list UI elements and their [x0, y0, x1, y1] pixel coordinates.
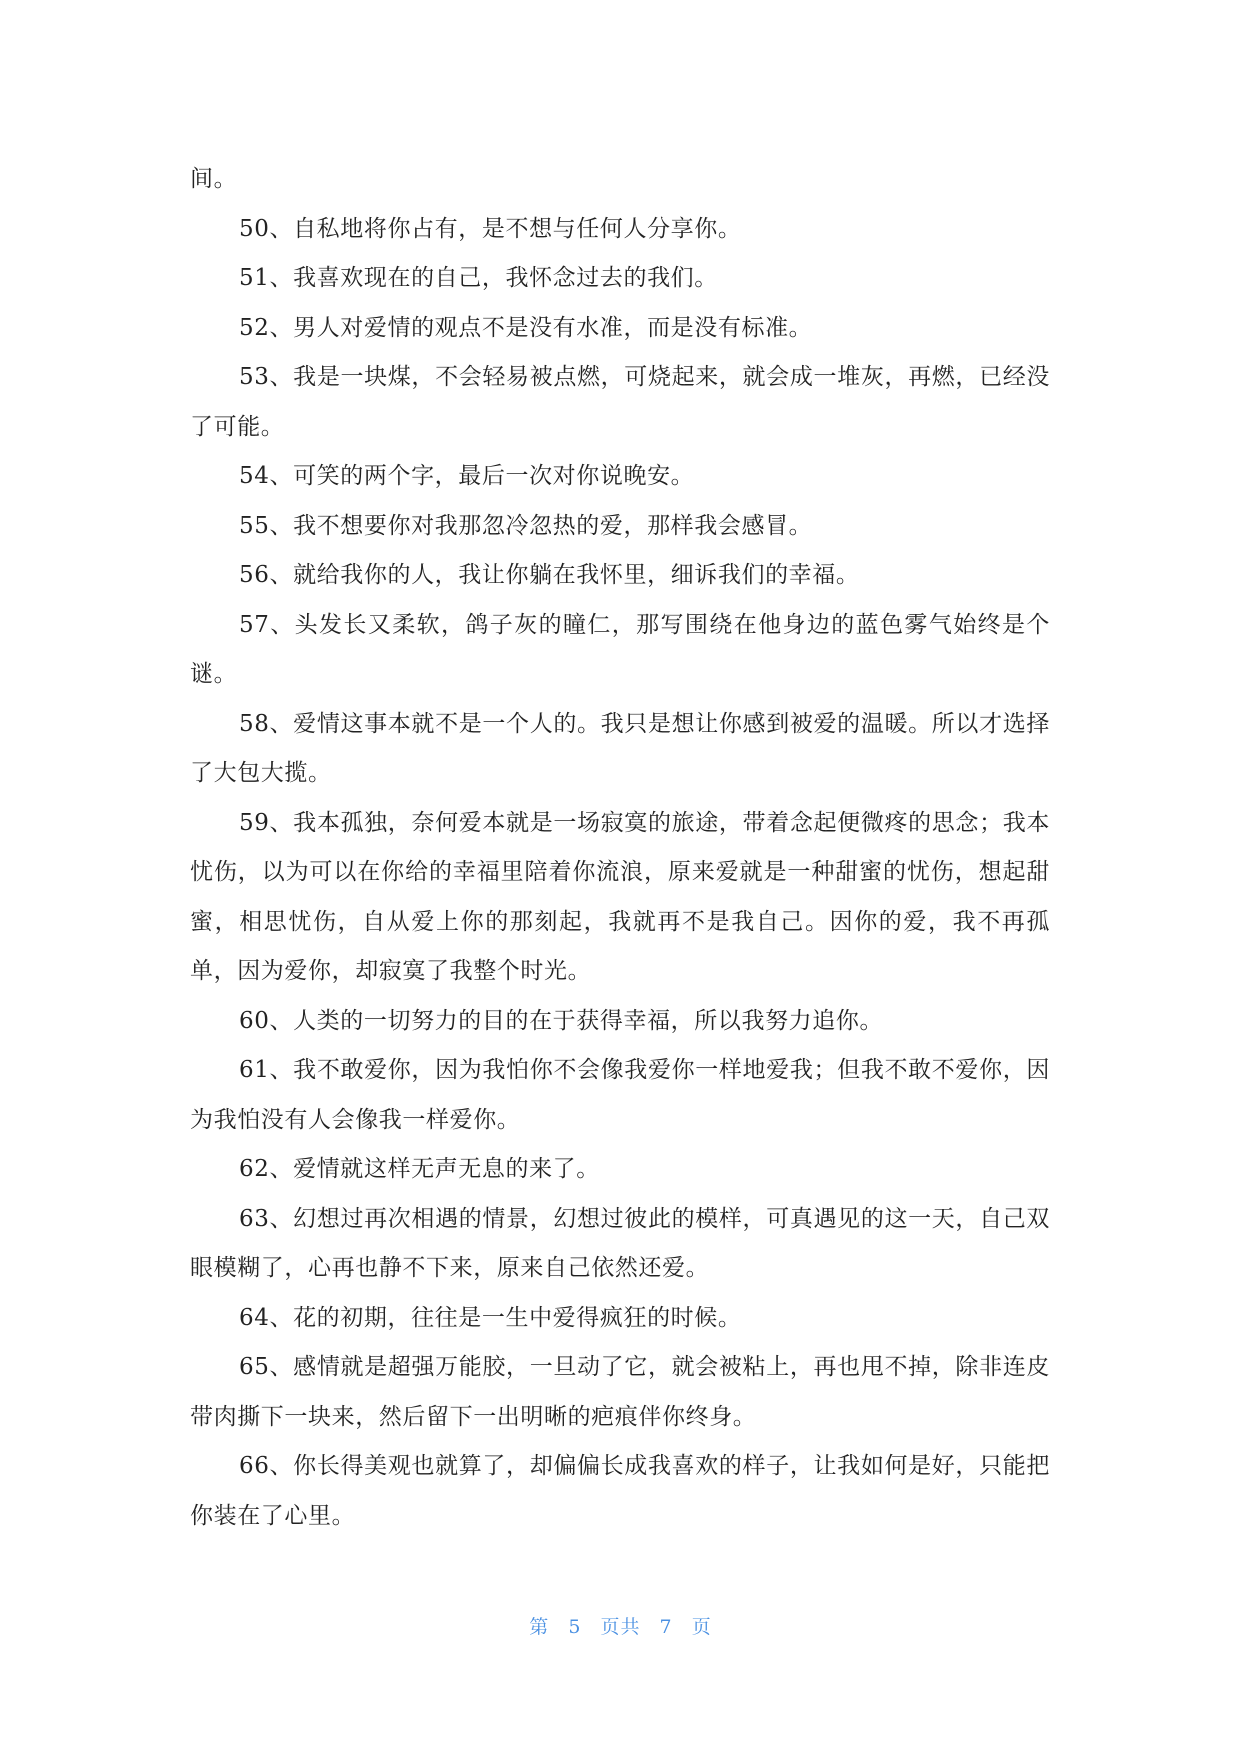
document-body: [190, 155, 1050, 1541]
paragraph-62: 62、爱情就这样无声无息的来了。: [239, 1156, 600, 1182]
paragraph-66: 66、你长得美观也就算了，却偏偏长成我喜欢的样子，让我如何是好，只能把你装在了心里。: [190, 1453, 1050, 1529]
paragraph-50: 50、自私地将你占有，是不想与任何人分享你。: [239, 215, 742, 242]
paragraph-53: 53、我是一块煤，不会轻易被点燃，可烧起来，就会成一堆灰，再燃，已经没了可能。: [190, 364, 1050, 440]
footer-middle: 页共: [600, 1616, 641, 1638]
paragraph-56: 56、就给我你的人，我让你躺在我怀里，细诉我们的幸福。: [239, 562, 860, 588]
paragraph-59: 59、我本孤独，奈何爱本就是一场寂寞的旅途，带着念起便微疼的思念；我本忧伤，以为可以在你给的幸福里陪着你流浪，原来爱就是一种甜蜜的忧伤，想起甜蜜，相思忧伤，自从爱上你的那刻起，我就再不是我自己。因你的爱，我不再孤单，因为爱你，却寂寞了我整个时光。: [190, 809, 1050, 984]
total-page-count: 7: [659, 1616, 673, 1638]
current-page-number: 5: [568, 1616, 582, 1638]
paragraph-65: 65、感情就是超强万能胶，一旦动了它，就会被粘上，再也甩不掉，除非连皮带肉撕下一块来，然后留下一出明晰的疤痕伴你终身。: [190, 1354, 1050, 1430]
paragraph-51: 51、我喜欢现在的自己，我怀念过去的我们。: [239, 265, 718, 291]
page-footer: [0, 1612, 1241, 1639]
paragraph-63: 63、幻想过再次相遇的情景，幻想过彼此的模样，可真遇见的这一天，自己双眼模糊了，心再也静不下来，原来自己依然还爱。: [190, 1205, 1050, 1281]
paragraph-60: 60、人类的一切努力的目的在于获得幸福，所以我努力追你。: [239, 1007, 884, 1034]
footer-prefix: 第: [529, 1616, 550, 1638]
paragraph-58: 58、爱情这事本就不是一个人的。我只是想让你感到被爱的温暖。所以才选择了大包大揽。: [190, 710, 1050, 786]
paragraph-64: 64、花的初期，往往是一生中爱得疯狂的时候。: [239, 1304, 742, 1331]
paragraph-continuation: 间。: [190, 166, 238, 192]
paragraph-52: 52、男人对爱情的观点不是没有水准，而是没有标准。: [239, 314, 813, 341]
footer-suffix: 页: [691, 1616, 712, 1638]
paragraph-57: 57、头发长又柔软，鸽子灰的瞳仁，那写围绕在他身边的蓝色雾气始终是个谜。: [190, 611, 1050, 687]
paragraph-54: 54、可笑的两个字，最后一次对你说晚安。: [239, 463, 695, 489]
paragraph-61: 61、我不敢爱你，因为我怕你不会像我爱你一样地爱我；但我不敢不爱你，因为我怕没有人会像我一样爱你。: [190, 1057, 1050, 1133]
paragraph-55: 55、我不想要你对我那忽冷忽热的爱，那样我会感冒。: [239, 512, 813, 539]
